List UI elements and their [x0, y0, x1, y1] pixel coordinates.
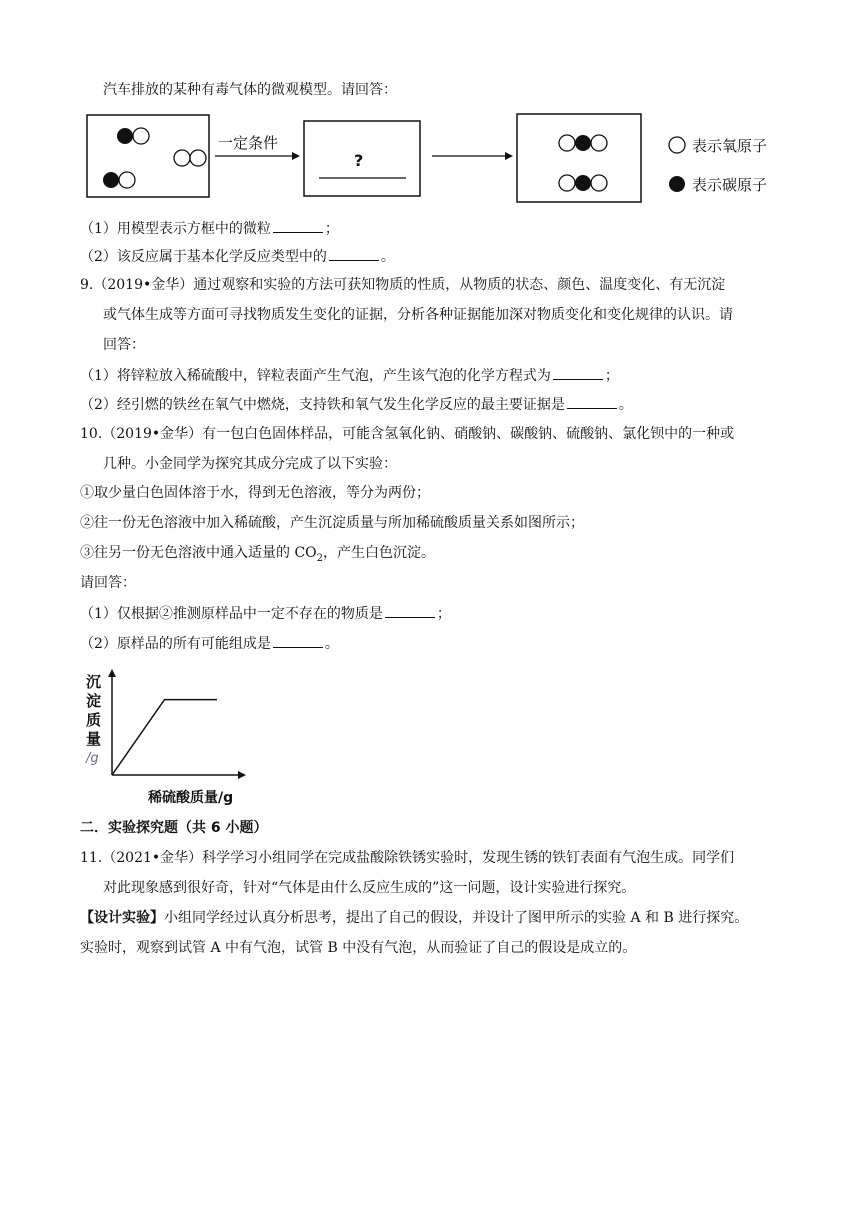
precipitate-chart: [78, 665, 258, 810]
q8-sub2: （2）该反应属于基本化学反应类型中的 。: [80, 246, 395, 267]
y-axis-label-char: 沉: [86, 673, 102, 691]
x-axis-label: 稀硫酸质量/g: [148, 790, 234, 806]
q9-sub2: （2）经引燃的铁丝在氧气中燃烧，支持铁和氧气发生化学反应的最主要证据是 。: [80, 394, 633, 415]
q10-sub1: （1）仅根据②推测原样品中一定不存在的物质是 ；: [80, 603, 451, 624]
y-axis-label-char: 量: [86, 730, 102, 748]
oxygen-atom: [119, 172, 135, 188]
x-axis-arrowhead: [238, 771, 246, 779]
carbon-atom: [117, 128, 133, 144]
design-label: 【设计实验】: [80, 910, 164, 926]
q11-line4: 实验时，观察到试管 A 中有气泡，试管 B 中没有气泡，从而验证了自己的假设是成立的。: [80, 940, 637, 956]
y-axis-label-char: 淀: [86, 692, 102, 710]
q10-sub2: （2）原样品的所有可能组成是 。: [80, 633, 339, 654]
oxygen-atom: [174, 150, 190, 166]
answer-blank: [553, 365, 603, 380]
q10-step1: ①取少量白色固体溶于水，得到无色溶液，等分为两份；: [80, 485, 430, 501]
oxygen-atom: [133, 128, 149, 144]
q10-step2: ②往一份无色溶液中加入稀硫酸，产生沉淀质量与所加稀硫酸质量关系如图所示；: [80, 515, 584, 531]
oxygen-atom: [559, 175, 575, 191]
oxygen-atom: [591, 175, 607, 191]
q9-line3: 回答：: [103, 337, 145, 353]
q11-design: 【设计实验】小组同学经过认真分析思考，提出了自己的假设，并设计了图甲所示的实验 A 和 B 进行探究。: [80, 910, 749, 926]
oxygen-atom: [190, 150, 206, 166]
oxygen-atom: [559, 135, 575, 151]
q10-line1: 10.（2019•金华）有一包白色固体样品，可能含氢氧化钠、硝酸钠、碳酸钠、硫酸钠、氯化钡中的一种或: [80, 426, 735, 442]
answer-blank: [273, 218, 323, 233]
oxygen-atom: [591, 135, 607, 151]
answer-blank: [385, 603, 435, 618]
q8-sub1: （1）用模型表示方框中的微粒 ；: [80, 218, 339, 239]
answer-blank: [273, 633, 323, 648]
q9-line2: 或气体生成等方面可寻找物质发生变化的证据，分析各种证据能加深对物质变化和变化规律的认识。请: [103, 307, 733, 323]
answer-blank: [567, 394, 617, 409]
q10-line2: 几种。小金同学为探究其成分完成了以下实验：: [103, 456, 397, 472]
q9-line1: 9.（2019•金华）通过观察和实验的方法可获知物质的性质，从物质的状态、颜色、温度变化、有无沉淀: [80, 277, 726, 293]
y-axis-label-char: 质: [86, 711, 102, 729]
q10-prompt: 请回答：: [80, 575, 136, 591]
y-axis-arrowhead: [108, 669, 116, 677]
legend-oxygen-icon: [669, 137, 685, 153]
carbon-atom: [103, 172, 119, 188]
q10-step3: ③往另一份无色溶液中通入适量的 $CO_2$，产生白色沉淀。: [80, 545, 436, 564]
question-mark: ?: [354, 151, 364, 170]
legend-carbon-icon: [669, 176, 685, 192]
reaction-diagram: [80, 108, 800, 208]
answer-blank: [329, 246, 379, 261]
legend-oxygen-label: 表示氧原子: [692, 137, 768, 155]
q9-sub1: （1）将锌粒放入稀硫酸中，锌粒表面产生气泡，产生该气泡的化学方程式为 ；: [80, 365, 619, 386]
carbon-atom: [575, 175, 591, 191]
q11-line1: 11.（2021•金华）科学学习小组同学在完成盐酸除铁锈实验时，发现生锈的铁钉表面有气泡生成。同学们: [80, 850, 735, 866]
arrow-condition-label: 一定条件: [218, 134, 279, 152]
intro-line: 汽车排放的某种有毒气体的微观模型。请回答：: [103, 82, 397, 98]
legend-carbon-label: 表示碳原子: [692, 176, 768, 194]
q11-line2: 对此现象感到很好奇，针对“气体是由什么反应生成的”这一问题，设计实验进行探究。: [103, 880, 636, 896]
y-axis-unit: /g: [86, 751, 99, 766]
section-heading: 二．实验探究题（共 6 小题）: [80, 820, 268, 836]
carbon-atom: [575, 135, 591, 151]
series-line: [112, 700, 217, 775]
